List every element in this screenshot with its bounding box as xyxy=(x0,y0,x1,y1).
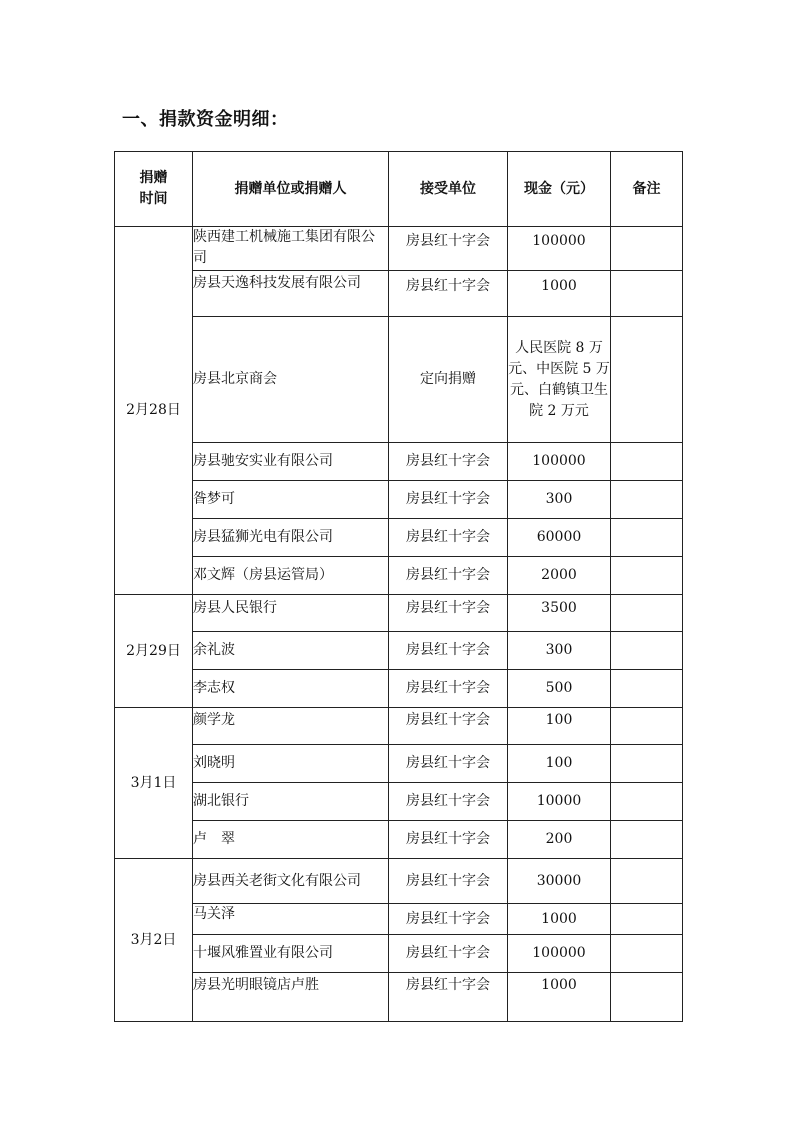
cash-cell: 1000 xyxy=(508,904,611,935)
note-cell xyxy=(611,595,683,632)
note-cell xyxy=(611,317,683,443)
receiver-cell: 房县红十字会 xyxy=(389,745,508,783)
table-row xyxy=(115,783,683,821)
donor-cell: 房县驰安实业有限公司 xyxy=(193,443,389,481)
donor-cell: 湖北银行 xyxy=(193,783,389,821)
table-row xyxy=(115,271,683,317)
donor-cell: 刘晓明 xyxy=(193,745,389,783)
cash-cell: 200 xyxy=(508,821,611,859)
donor-cell: 马关泽 xyxy=(193,904,389,935)
header-cash: 现金（元） xyxy=(508,152,611,227)
donor-cell: 房县猛狮光电有限公司 xyxy=(193,519,389,557)
note-cell xyxy=(611,745,683,783)
table-row xyxy=(115,708,683,745)
note-cell xyxy=(611,670,683,708)
note-cell xyxy=(611,783,683,821)
receiver-cell: 房县红十字会 xyxy=(389,632,508,670)
cash-cell: 60000 xyxy=(508,519,611,557)
cash-cell: 100000 xyxy=(508,935,611,973)
section-heading: 一、捐款资金明细： xyxy=(122,109,289,130)
note-cell xyxy=(611,443,683,481)
header-note: 备注 xyxy=(611,152,683,227)
table-row xyxy=(115,481,683,519)
cash-cell: 10000 xyxy=(508,783,611,821)
table-row xyxy=(115,519,683,557)
donor-cell: 十堰风雅置业有限公司 xyxy=(193,935,389,973)
note-cell xyxy=(611,557,683,595)
receiver-cell: 房县红十字会 xyxy=(389,783,508,821)
receiver-cell: 房县红十字会 xyxy=(389,557,508,595)
donor-cell: 陕西建工机械施工集团有限公司 xyxy=(193,227,389,271)
donor-cell: 卢 翠 xyxy=(193,821,389,859)
donor-cell: 李志权 xyxy=(193,670,389,708)
table-row xyxy=(115,904,683,935)
note-cell xyxy=(611,481,683,519)
donation-table xyxy=(114,151,683,1022)
receiver-cell: 房县红十字会 xyxy=(389,481,508,519)
table-row xyxy=(115,935,683,973)
table-header-row xyxy=(115,152,683,227)
donor-cell: 房县人民银行 xyxy=(193,595,389,632)
date-cell: 3月1日 xyxy=(115,708,193,859)
header-donor: 捐赠单位或捐赠人 xyxy=(193,152,389,227)
table-row xyxy=(115,745,683,783)
receiver-cell: 定向捐赠 xyxy=(389,317,508,443)
cash-cell: 30000 xyxy=(508,859,611,904)
receiver-cell: 房县红十字会 xyxy=(389,859,508,904)
note-cell xyxy=(611,859,683,904)
cash-cell: 100000 xyxy=(508,443,611,481)
note-cell xyxy=(611,271,683,317)
table-row xyxy=(115,317,683,443)
cash-cell: 2000 xyxy=(508,557,611,595)
note-cell xyxy=(611,973,683,1022)
header-date xyxy=(115,152,193,227)
date-cell: 2月29日 xyxy=(115,595,193,708)
donor-cell: 余礼波 xyxy=(193,632,389,670)
cash-cell: 人民医院 8 万元、中医院 5 万元、白鹤镇卫生院 2 万元 xyxy=(508,317,611,443)
donor-cell: 房县北京商会 xyxy=(193,317,389,443)
donor-cell: 邓文辉（房县运管局） xyxy=(193,557,389,595)
receiver-cell: 房县红十字会 xyxy=(389,227,508,271)
note-cell xyxy=(611,519,683,557)
receiver-cell: 房县红十字会 xyxy=(389,670,508,708)
table-row xyxy=(115,670,683,708)
note-cell xyxy=(611,904,683,935)
table-row xyxy=(115,227,683,271)
receiver-cell: 房县红十字会 xyxy=(389,935,508,973)
date-cell: 3月2日 xyxy=(115,859,193,1022)
note-cell xyxy=(611,632,683,670)
donor-cell: 颜学龙 xyxy=(193,708,389,745)
table-row xyxy=(115,557,683,595)
table-row xyxy=(115,821,683,859)
donor-cell: 房县西关老街文化有限公司 xyxy=(193,859,389,904)
receiver-cell: 房县红十字会 xyxy=(389,904,508,935)
cash-cell: 300 xyxy=(508,481,611,519)
note-cell xyxy=(611,227,683,271)
receiver-cell: 房县红十字会 xyxy=(389,821,508,859)
date-cell: 2月28日 xyxy=(115,227,193,595)
table-row xyxy=(115,973,683,1022)
note-cell xyxy=(611,708,683,745)
table-row xyxy=(115,443,683,481)
donor-cell: 昝梦可 xyxy=(193,481,389,519)
receiver-cell: 房县红十字会 xyxy=(389,519,508,557)
receiver-cell: 房县红十字会 xyxy=(389,708,508,745)
cash-cell: 3500 xyxy=(508,595,611,632)
header-receiver: 接受单位 xyxy=(389,152,508,227)
cash-cell: 500 xyxy=(508,670,611,708)
receiver-cell: 房县红十字会 xyxy=(389,271,508,317)
receiver-cell: 房县红十字会 xyxy=(389,973,508,1022)
cash-cell: 100000 xyxy=(508,227,611,271)
cash-cell: 1000 xyxy=(508,271,611,317)
donor-cell: 房县光明眼镜店卢胜 xyxy=(193,973,389,1022)
cash-cell: 300 xyxy=(508,632,611,670)
table-row xyxy=(115,859,683,904)
receiver-cell: 房县红十字会 xyxy=(389,595,508,632)
table-row xyxy=(115,632,683,670)
header-date-line1: 捐赠 xyxy=(139,170,168,186)
note-cell xyxy=(611,935,683,973)
note-cell xyxy=(611,821,683,859)
header-date-line2: 时间 xyxy=(139,191,168,207)
cash-cell: 100 xyxy=(508,708,611,745)
donor-cell: 房县天逸科技发展有限公司 xyxy=(193,271,389,317)
receiver-cell: 房县红十字会 xyxy=(389,443,508,481)
cash-cell: 100 xyxy=(508,745,611,783)
table-row xyxy=(115,595,683,632)
cash-cell: 1000 xyxy=(508,973,611,1022)
